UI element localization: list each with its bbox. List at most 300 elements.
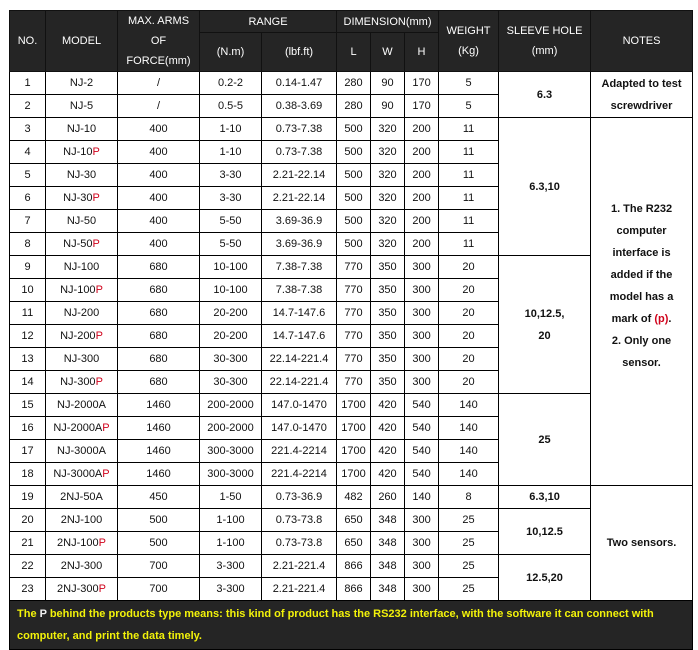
cell-dim-l: 650: [337, 532, 371, 555]
cell-range-nm: 3-30: [200, 164, 262, 187]
cell-range-nm: 1-50: [200, 486, 262, 509]
cell-dim-l: 1700: [337, 463, 371, 486]
cell-model: [46, 256, 118, 279]
cell-dim-w: 420: [371, 440, 405, 463]
header-dim-h: H: [405, 33, 439, 72]
cell-dim-l: 650: [337, 509, 371, 532]
footer-text: behind the products type means: this kind of product has the RS232 interface, with the software it can connect with computer, and print the data timely.: [17, 608, 654, 642]
cell-no: 20: [10, 509, 46, 532]
cell-weight: 140: [439, 440, 499, 463]
model-name: 2NJ-50A: [60, 491, 103, 503]
cell-model: [46, 141, 118, 164]
model-name: NJ-10: [63, 146, 93, 158]
rs232-p-mark: P: [92, 192, 100, 204]
cell-dim-h: 540: [405, 417, 439, 440]
cell-dim-w: 350: [371, 371, 405, 394]
cell-dim-l: 500: [337, 164, 371, 187]
cell-range-lbf: 7.38-7.38: [262, 279, 337, 302]
cell-dim-h: 200: [405, 187, 439, 210]
cell-weight: 11: [439, 141, 499, 164]
table-body: [10, 72, 693, 650]
cell-weight: 20: [439, 256, 499, 279]
cell-weight: 140: [439, 394, 499, 417]
cell-range-nm: 1-10: [200, 118, 262, 141]
cell-range-lbf: 0.73-73.8: [262, 532, 337, 555]
cell-weight: 25: [439, 555, 499, 578]
cell-no: 10: [10, 279, 46, 302]
footer-row: [10, 601, 693, 650]
cell-model: [46, 325, 118, 348]
cell-range-lbf: 3.69-36.9: [262, 233, 337, 256]
header-dim-l: L: [337, 33, 371, 72]
cell-max-arms: 680: [118, 302, 200, 325]
cell-dim-l: 500: [337, 210, 371, 233]
cell-no: 6: [10, 187, 46, 210]
header-dim-w: W: [371, 33, 405, 72]
cell-range-lbf: 22.14-221.4: [262, 371, 337, 394]
cell-no: 13: [10, 348, 46, 371]
note-line: interface is: [612, 247, 671, 259]
cell-weight: 11: [439, 187, 499, 210]
cell-no: 19: [10, 486, 46, 509]
header-model: MODEL: [46, 11, 118, 72]
cell-weight: 11: [439, 164, 499, 187]
footer-p-mark: P: [39, 608, 47, 620]
cell-weight: 5: [439, 72, 499, 95]
cell-range-nm: 20-200: [200, 325, 262, 348]
cell-range-lbf: 22.14-221.4: [262, 348, 337, 371]
cell-range-nm: 30-300: [200, 348, 262, 371]
header-sleeve-line1: SLEEVE HOLE: [506, 25, 583, 37]
cell-dim-h: 200: [405, 118, 439, 141]
model-name: NJ-200: [63, 307, 100, 319]
header-weight: [439, 11, 499, 72]
cell-dim-h: 170: [405, 95, 439, 118]
cell-range-nm: 20-200: [200, 302, 262, 325]
footer-note: [10, 601, 693, 650]
rs232-p-mark: P: [92, 238, 100, 250]
cell-dim-l: 500: [337, 187, 371, 210]
cell-range-lbf: 3.69-36.9: [262, 210, 337, 233]
model-name: 2NJ-100: [60, 514, 103, 526]
table-header: [10, 11, 693, 72]
header-max-arms: [118, 11, 200, 72]
cell-model: [46, 118, 118, 141]
cell-model: [46, 95, 118, 118]
cell-dim-w: 350: [371, 302, 405, 325]
footer-prefix: The: [17, 608, 40, 620]
cell-no: 16: [10, 417, 46, 440]
cell-model: [46, 371, 118, 394]
cell-range-nm: 0.5-5: [200, 95, 262, 118]
cell-max-arms: 700: [118, 578, 200, 601]
header-max-arms-line3: FORCE(mm): [126, 55, 191, 67]
cell-weight: 140: [439, 463, 499, 486]
cell-model: [46, 164, 118, 187]
cell-dim-h: 540: [405, 463, 439, 486]
cell-dim-w: 260: [371, 486, 405, 509]
cell-no: 2: [10, 95, 46, 118]
model-name: NJ-10: [66, 123, 97, 135]
cell-max-arms: 400: [118, 210, 200, 233]
cell-no: 5: [10, 164, 46, 187]
cell-notes: Two sensors.: [591, 486, 693, 601]
cell-range-nm: 10-100: [200, 256, 262, 279]
cell-no: 21: [10, 532, 46, 555]
cell-dim-l: 280: [337, 95, 371, 118]
cell-no: 8: [10, 233, 46, 256]
cell-range-lbf: 147.0-1470: [262, 394, 337, 417]
cell-dim-l: 770: [337, 279, 371, 302]
cell-weight: 20: [439, 371, 499, 394]
cell-dim-h: 300: [405, 325, 439, 348]
cell-range-nm: 3-300: [200, 578, 262, 601]
cell-dim-h: 300: [405, 555, 439, 578]
cell-model: [46, 187, 118, 210]
sleeve-hole-line1: 10,12.5,: [524, 307, 565, 320]
header-weight-line1: WEIGHT: [446, 25, 491, 37]
rs232-p-mark: P: [92, 146, 100, 158]
cell-max-arms: 400: [118, 118, 200, 141]
cell-max-arms: 400: [118, 233, 200, 256]
model-name: NJ-3000A: [53, 468, 103, 480]
cell-range-lbf: 221.4-2214: [262, 463, 337, 486]
cell-max-arms: /: [118, 72, 200, 95]
model-name: NJ-50: [63, 238, 93, 250]
cell-dim-l: 770: [337, 348, 371, 371]
note-line: sensor.: [622, 357, 661, 369]
cell-dim-h: 300: [405, 348, 439, 371]
header-dimension: DIMENSION(mm): [337, 11, 439, 33]
cell-max-arms: 700: [118, 555, 200, 578]
table-row: [10, 555, 693, 578]
cell-weight: 20: [439, 279, 499, 302]
note-mark-p: (p): [654, 313, 669, 325]
cell-sleeve-hole: 6.3,10: [499, 486, 591, 509]
cell-dim-w: 348: [371, 532, 405, 555]
cell-dim-l: 500: [337, 233, 371, 256]
cell-max-arms: /: [118, 95, 200, 118]
cell-model: [46, 417, 118, 440]
cell-weight: 20: [439, 348, 499, 371]
cell-dim-w: 350: [371, 256, 405, 279]
cell-max-arms: 400: [118, 141, 200, 164]
cell-range-nm: 300-3000: [200, 463, 262, 486]
cell-no: 12: [10, 325, 46, 348]
cell-range-nm: 1-100: [200, 509, 262, 532]
cell-dim-l: 770: [337, 371, 371, 394]
sleeve-hole-line2: 20: [538, 329, 551, 342]
model-name: NJ-200: [60, 330, 96, 342]
cell-notes: [591, 72, 693, 118]
rs232-p-mark: P: [98, 537, 106, 549]
header-range-nm: (N.m): [200, 33, 262, 72]
cell-dim-h: 200: [405, 233, 439, 256]
cell-model: [46, 509, 118, 532]
cell-dim-l: 1700: [337, 417, 371, 440]
cell-range-lbf: 147.0-1470: [262, 417, 337, 440]
cell-max-arms: 680: [118, 279, 200, 302]
cell-weight: 25: [439, 578, 499, 601]
cell-dim-h: 540: [405, 394, 439, 417]
cell-range-lbf: 7.38-7.38: [262, 256, 337, 279]
header-max-arms-line2: OF: [150, 35, 167, 47]
cell-weight: 11: [439, 118, 499, 141]
cell-model: [46, 302, 118, 325]
cell-range-nm: 1-10: [200, 141, 262, 164]
cell-dim-w: 348: [371, 509, 405, 532]
cell-no: 7: [10, 210, 46, 233]
cell-dim-l: 770: [337, 302, 371, 325]
cell-weight: 20: [439, 302, 499, 325]
note-line: added if the: [610, 269, 673, 281]
cell-max-arms: 680: [118, 325, 200, 348]
model-name: NJ-300: [63, 353, 100, 365]
cell-no: 3: [10, 118, 46, 141]
cell-dim-h: 170: [405, 72, 439, 95]
cell-weight: 11: [439, 233, 499, 256]
cell-max-arms: 680: [118, 348, 200, 371]
model-name: 2NJ-300: [57, 583, 99, 595]
cell-sleeve-hole: 6.3: [499, 72, 591, 118]
cell-dim-h: 300: [405, 578, 439, 601]
cell-no: 4: [10, 141, 46, 164]
rs232-p-mark: P: [102, 422, 110, 434]
table-row: [10, 72, 693, 95]
cell-range-nm: 3-30: [200, 187, 262, 210]
cell-weight: 140: [439, 417, 499, 440]
model-name: NJ-50: [66, 215, 97, 227]
cell-dim-h: 540: [405, 440, 439, 463]
cell-sleeve-hole: 10,12.5: [499, 509, 591, 555]
cell-model: [46, 555, 118, 578]
cell-max-arms: 500: [118, 509, 200, 532]
cell-range-nm: 200-2000: [200, 394, 262, 417]
note-line: screwdriver: [610, 99, 673, 112]
cell-range-lbf: 14.7-147.6: [262, 325, 337, 348]
torque-tester-spec-table: [9, 10, 693, 650]
cell-range-lbf: 2.21-221.4: [262, 578, 337, 601]
cell-no: 14: [10, 371, 46, 394]
cell-weight: 11: [439, 210, 499, 233]
cell-range-lbf: 0.73-7.38: [262, 118, 337, 141]
cell-no: 17: [10, 440, 46, 463]
cell-no: 11: [10, 302, 46, 325]
cell-range-nm: 200-2000: [200, 417, 262, 440]
cell-dim-l: 500: [337, 118, 371, 141]
cell-dim-w: 320: [371, 210, 405, 233]
cell-model: [46, 440, 118, 463]
cell-dim-w: 320: [371, 141, 405, 164]
header-sleeve-hole: [499, 11, 591, 72]
cell-model: [46, 233, 118, 256]
cell-dim-w: 420: [371, 463, 405, 486]
cell-range-nm: 3-300: [200, 555, 262, 578]
cell-range-nm: 30-300: [200, 371, 262, 394]
rs232-p-mark: P: [95, 284, 103, 296]
cell-max-arms: 450: [118, 486, 200, 509]
cell-dim-w: 90: [371, 95, 405, 118]
cell-model: [46, 72, 118, 95]
cell-range-nm: 5-50: [200, 233, 262, 256]
header-max-arms-line1: MAX. ARMS: [127, 15, 190, 27]
header-no: NO.: [10, 11, 46, 72]
cell-model: [46, 394, 118, 417]
cell-range-nm: 300-3000: [200, 440, 262, 463]
cell-dim-w: 420: [371, 417, 405, 440]
header-range-lbf: (lbf.ft): [262, 33, 337, 72]
cell-range-lbf: 221.4-2214: [262, 440, 337, 463]
rs232-p-mark: P: [95, 330, 103, 342]
table-row: [10, 118, 693, 141]
cell-no: 23: [10, 578, 46, 601]
cell-max-arms: 400: [118, 164, 200, 187]
cell-dim-w: 348: [371, 555, 405, 578]
cell-dim-h: 140: [405, 486, 439, 509]
cell-dim-l: 770: [337, 325, 371, 348]
cell-range-lbf: 0.73-7.38: [262, 141, 337, 164]
cell-dim-w: 320: [371, 233, 405, 256]
cell-weight: 5: [439, 95, 499, 118]
cell-dim-w: 320: [371, 187, 405, 210]
cell-notes: [591, 118, 693, 486]
cell-dim-l: 1700: [337, 394, 371, 417]
cell-dim-h: 200: [405, 141, 439, 164]
cell-model: [46, 210, 118, 233]
cell-dim-h: 300: [405, 509, 439, 532]
cell-range-lbf: 2.21-22.14: [262, 164, 337, 187]
cell-no: 18: [10, 463, 46, 486]
cell-max-arms: 680: [118, 371, 200, 394]
cell-max-arms: 400: [118, 187, 200, 210]
cell-weight: 20: [439, 325, 499, 348]
cell-max-arms: 1460: [118, 417, 200, 440]
cell-dim-h: 300: [405, 256, 439, 279]
cell-sleeve-hole: 6.3,10: [499, 118, 591, 256]
note-mark-suffix: .: [668, 313, 672, 325]
cell-range-nm: 5-50: [200, 210, 262, 233]
model-name: NJ-30: [63, 192, 93, 204]
cell-range-lbf: 14.7-147.6: [262, 302, 337, 325]
header-range: RANGE: [200, 11, 337, 33]
rs232-p-mark: P: [102, 468, 110, 480]
cell-weight: 25: [439, 509, 499, 532]
cell-dim-l: 770: [337, 256, 371, 279]
cell-dim-w: 420: [371, 394, 405, 417]
cell-sleeve-hole: [499, 256, 591, 394]
cell-dim-l: 500: [337, 141, 371, 164]
header-notes: NOTES: [591, 11, 693, 72]
model-name: NJ-300: [60, 376, 96, 388]
cell-dim-l: 1700: [337, 440, 371, 463]
cell-max-arms: 1460: [118, 463, 200, 486]
table-row: [10, 509, 693, 532]
cell-dim-h: 300: [405, 371, 439, 394]
rs232-p-mark: P: [98, 583, 106, 595]
header-sleeve-line2: (mm): [531, 45, 558, 57]
cell-model: [46, 578, 118, 601]
model-name: NJ-5: [69, 100, 94, 112]
cell-no: 9: [10, 256, 46, 279]
note-line: 2. Only one: [611, 335, 672, 347]
cell-range-lbf: 0.14-1.47: [262, 72, 337, 95]
note-line: 1. The R232: [610, 203, 673, 215]
cell-model: [46, 463, 118, 486]
model-name: NJ-3000A: [57, 445, 106, 457]
cell-dim-w: 348: [371, 578, 405, 601]
model-name: NJ-100: [63, 261, 100, 273]
cell-dim-h: 300: [405, 302, 439, 325]
cell-range-lbf: 0.38-3.69: [262, 95, 337, 118]
cell-max-arms: 1460: [118, 440, 200, 463]
model-name: 2NJ-100: [57, 537, 99, 549]
model-name: 2NJ-300: [60, 560, 103, 572]
header-weight-line2: (Kg): [458, 45, 479, 57]
model-name: NJ-2000A: [57, 399, 106, 411]
cell-model: [46, 279, 118, 302]
cell-dim-h: 200: [405, 210, 439, 233]
note-mark-prefix: mark of: [611, 313, 655, 325]
cell-range-lbf: 2.21-221.4: [262, 555, 337, 578]
cell-dim-h: 200: [405, 164, 439, 187]
cell-model: [46, 532, 118, 555]
cell-max-arms: 680: [118, 256, 200, 279]
model-name: NJ-100: [60, 284, 96, 296]
cell-range-lbf: 2.21-22.14: [262, 187, 337, 210]
cell-range-lbf: 0.73-73.8: [262, 509, 337, 532]
cell-no: 15: [10, 394, 46, 417]
table-row: [10, 394, 693, 417]
cell-dim-w: 350: [371, 279, 405, 302]
cell-dim-h: 300: [405, 532, 439, 555]
cell-max-arms: 1460: [118, 394, 200, 417]
cell-model: [46, 486, 118, 509]
spec-table-container: [9, 10, 692, 650]
model-name: NJ-2: [69, 77, 94, 89]
cell-no: 1: [10, 72, 46, 95]
cell-dim-w: 350: [371, 348, 405, 371]
cell-dim-w: 90: [371, 72, 405, 95]
rs232-p-mark: P: [95, 376, 103, 388]
table-row: [10, 486, 693, 509]
table-row: [10, 256, 693, 279]
cell-dim-l: 280: [337, 72, 371, 95]
cell-dim-w: 320: [371, 118, 405, 141]
cell-max-arms: 500: [118, 532, 200, 555]
cell-range-nm: 0.2-2: [200, 72, 262, 95]
cell-model: [46, 348, 118, 371]
cell-dim-l: 482: [337, 486, 371, 509]
note-line-mark: [591, 308, 692, 330]
cell-dim-w: 350: [371, 325, 405, 348]
note-line: Adapted to test: [601, 77, 682, 90]
cell-dim-h: 300: [405, 279, 439, 302]
cell-sleeve-hole: 25: [499, 394, 591, 486]
cell-weight: 8: [439, 486, 499, 509]
note-line: computer: [616, 225, 667, 237]
note-line: model has a: [609, 291, 674, 303]
cell-range-nm: 10-100: [200, 279, 262, 302]
cell-dim-l: 866: [337, 578, 371, 601]
cell-dim-w: 320: [371, 164, 405, 187]
cell-weight: 25: [439, 532, 499, 555]
cell-no: 22: [10, 555, 46, 578]
model-name: NJ-2000A: [53, 422, 103, 434]
cell-range-lbf: 0.73-36.9: [262, 486, 337, 509]
cell-sleeve-hole: 12.5,20: [499, 555, 591, 601]
cell-dim-l: 866: [337, 555, 371, 578]
model-name: NJ-30: [66, 169, 97, 181]
